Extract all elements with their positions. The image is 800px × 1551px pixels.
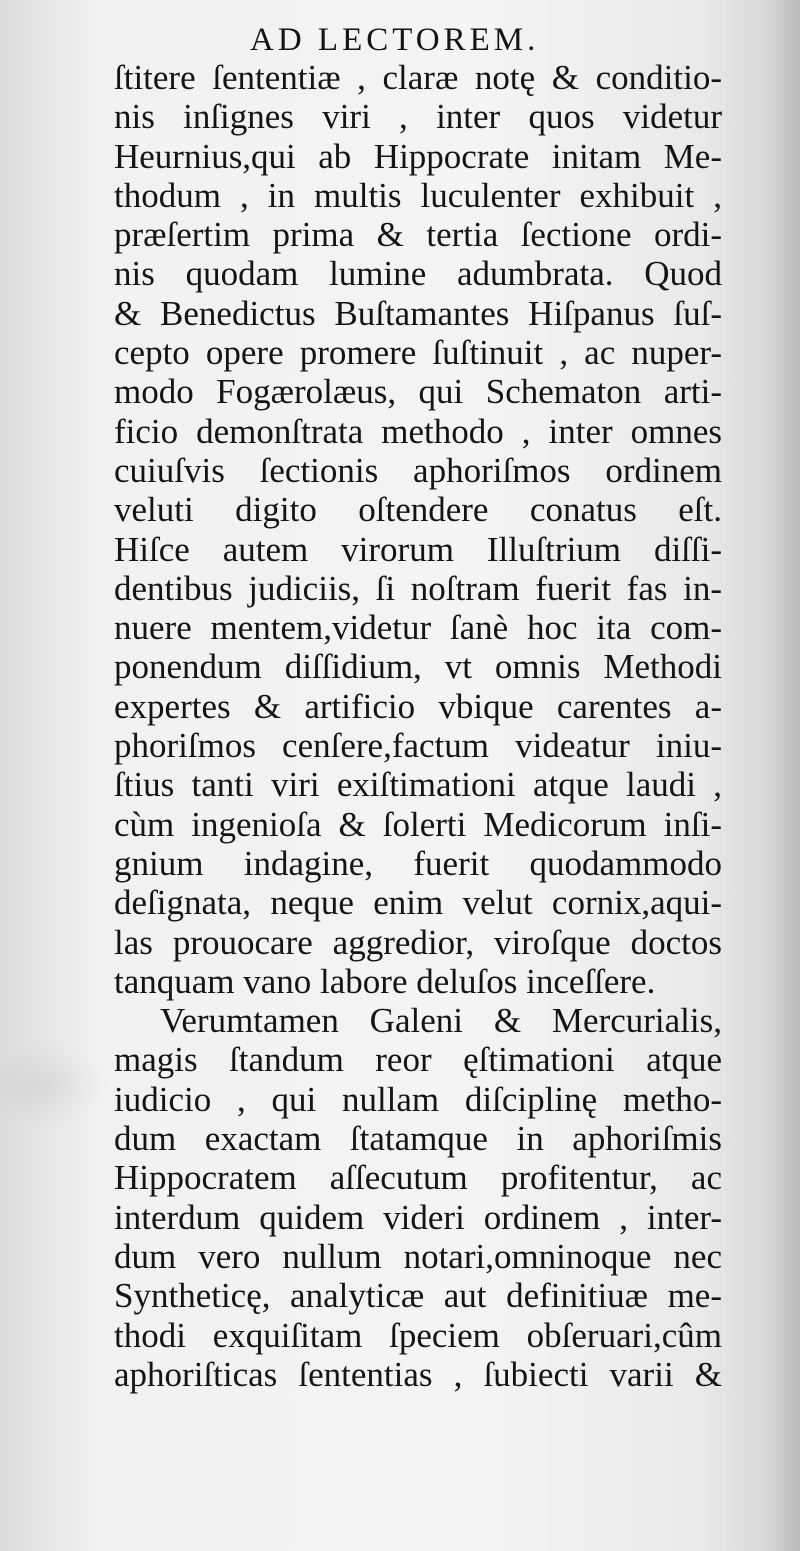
text-line: expertes & artificio vbique carentes a-	[114, 686, 722, 726]
text-line: magis ſtandum reor ęſtimationi atque	[114, 1040, 722, 1080]
text-line: Hiſce autem virorum Illuſtrium diſſi-	[114, 529, 722, 569]
text-line: modo Fogærolæus, qui Schematon arti-	[114, 372, 722, 412]
text-line: Hippocratem aſſecutum profitentur, ac	[114, 1158, 722, 1198]
text-line: iudicio , qui nullam diſciplinę metho-	[114, 1079, 722, 1119]
show-through-shadow	[0, 1040, 110, 1130]
text-line: tanquam vano labore deluſos inceſſere.	[114, 961, 656, 1001]
text-line: dum exactam ſtatamque in aphoriſmis	[114, 1119, 722, 1159]
text-line: ſtius tanti viri exiſtimationi atque laudi ,	[114, 765, 722, 805]
text-line: phoriſmos cenſere,factum videatur iniu-	[114, 726, 722, 766]
body-text	[114, 58, 722, 1394]
text-line: dentibus judiciis, ſi noſtram fuerit fas in-	[114, 568, 722, 608]
text-line: cùm ingenioſa & ſolerti Medicorum inſi-	[114, 804, 722, 844]
text-line: veluti digito oſtendere conatus eſt.	[114, 490, 722, 530]
text-line: Syntheticę, analyticæ aut definitiuæ me-	[114, 1276, 722, 1316]
text-line: cepto opere promere ſuſtinuit , ac nuper-	[114, 333, 722, 373]
text-line: las prouocare aggredior, viroſque doctos	[114, 922, 722, 962]
text-line: cuiuſvis ſectionis aphoriſmos ordinem	[114, 450, 722, 490]
paragraph-first-line: Verumtamen Galeni & Mercurialis,	[160, 1001, 722, 1041]
text-line: aphoriſticas ſententias , ſubiecti varii &	[114, 1354, 722, 1394]
text-line: nis inſignes viri , inter quos videtur	[114, 97, 722, 137]
running-header: AD LECTOREM.	[250, 22, 540, 58]
text-line: thodi exquiſitam ſpeciem obſeruari,cûm	[114, 1315, 722, 1355]
text-line: nis quodam lumine adumbrata. Quod	[114, 254, 722, 294]
text-line: ſtitere ſententiæ , claræ notę & conditio-	[114, 58, 722, 97]
text-line: deſignata, neque enim velut cornix,aqui-	[114, 883, 722, 923]
text-line: nuere mentem,videtur ſanè hoc ita com-	[114, 608, 722, 648]
text-line: interdum quidem videri ordinem , inter-	[114, 1197, 722, 1237]
text-line: ponendum diſſidium, vt omnis Methodi	[114, 647, 722, 687]
text-line: Heurnius,qui ab Hippocrate initam Me-	[114, 136, 722, 176]
text-line: & Benedictus Buſtamantes Hiſpanus ſuſ-	[114, 293, 722, 333]
text-line: gnium indagine, fuerit quodammodo	[114, 843, 722, 883]
text-line: ficio demonſtrata methodo , inter omnes	[114, 411, 722, 451]
text-line: præſertim prima & tertia ſectione ordi-	[114, 215, 722, 255]
text-line: dum vero nullum notari,omninoque nec	[114, 1236, 722, 1276]
text-line: thodum , in multis luculenter exhibuit ,	[114, 175, 722, 215]
